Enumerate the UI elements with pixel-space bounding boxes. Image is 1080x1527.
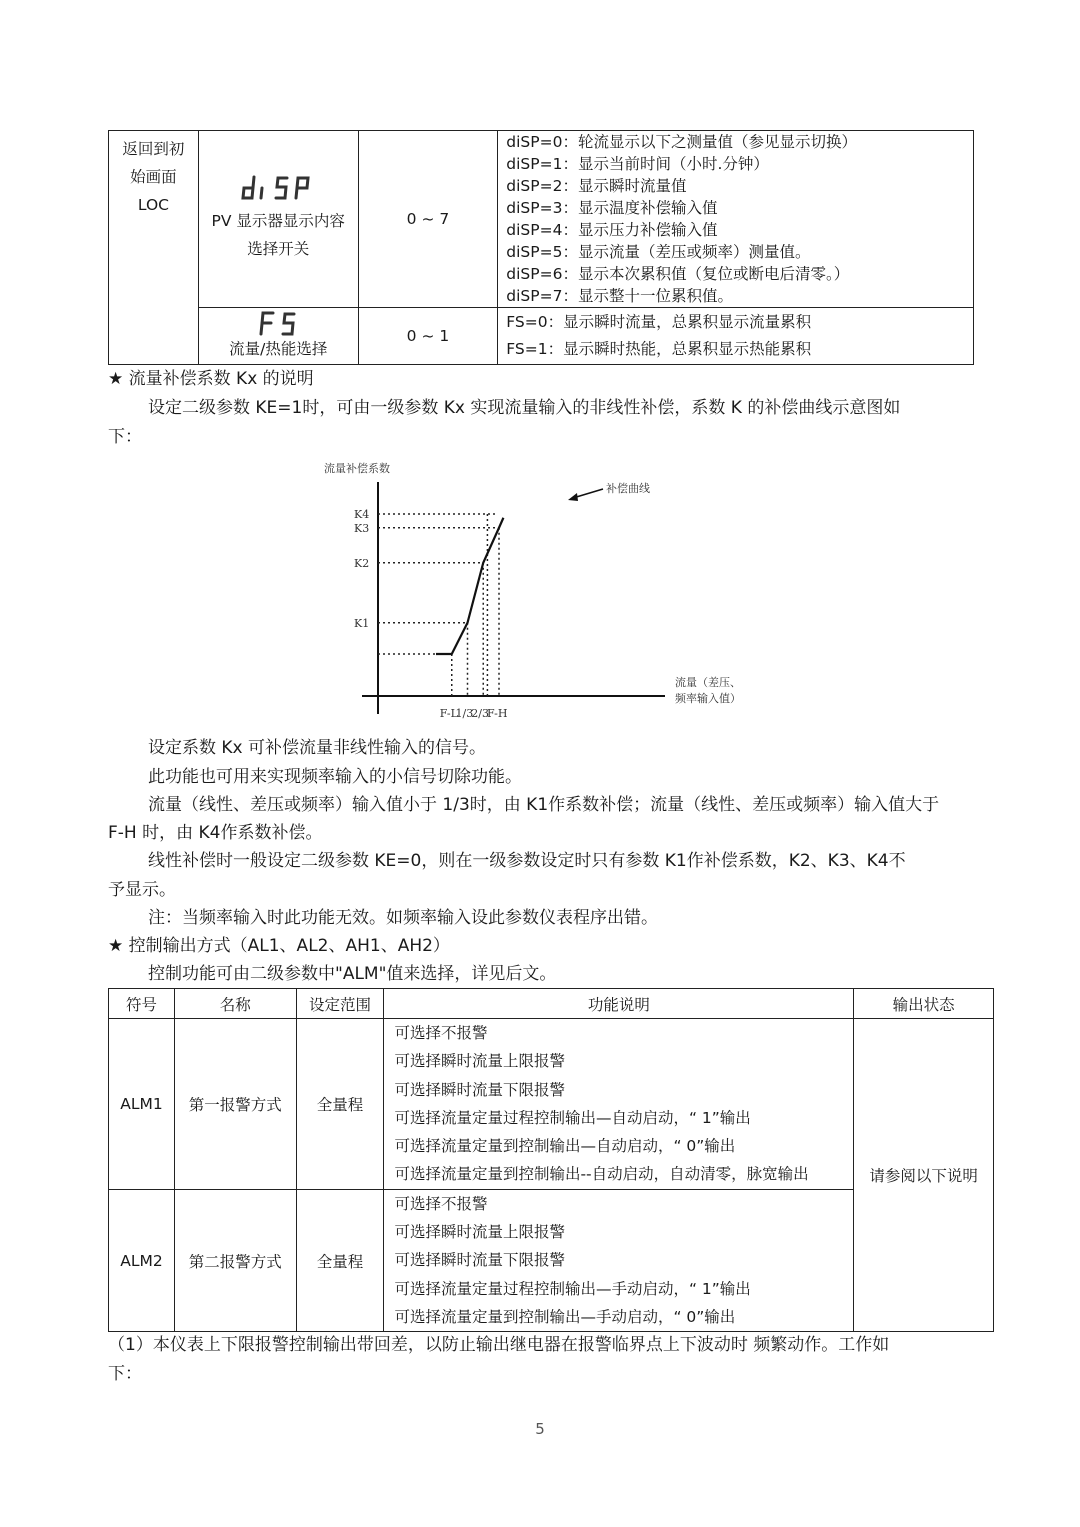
kx-heading: ★ 流量补偿系数 Kx 的说明 xyxy=(108,369,314,389)
body-para: F-H 时，由 K4作系数补偿。 xyxy=(108,823,323,843)
fs-range: 0 ~ 1 xyxy=(358,308,498,365)
return-line-2: 始画面 xyxy=(130,168,177,186)
disp-desc-line: diSP=2：显示瞬时流量值 xyxy=(506,177,687,195)
function-line: 可选择瞬时流量下限报警 xyxy=(394,1080,565,1099)
disp-desc-line: diSP=7：显示整十一位累积值。 xyxy=(506,287,733,305)
return-loc-cell xyxy=(109,131,199,365)
x-axis-label-line-2: 频率输入值） xyxy=(675,692,741,705)
fs-desc-line: FS=1：显示瞬时热能，总累积显示热能累积 xyxy=(506,340,812,358)
header-output: 输出状态 xyxy=(854,989,994,1019)
function-line: 可选择流量定量到控制输出—自动启动，“ 0”输出 xyxy=(394,1137,736,1156)
function-line: 可选择流量定量到控制输出—手动启动，“ 0”输出 xyxy=(394,1307,736,1326)
disp-desc-line: diSP=4：显示压力补偿输入值 xyxy=(506,221,718,239)
compensation-curve-chart xyxy=(320,458,760,730)
header-function: 功能说明 xyxy=(384,989,854,1019)
disp-desc-line: diSP=0：轮流显示以下之测量值（参见显示切换） xyxy=(506,133,857,151)
return-line-3: LOC xyxy=(137,196,169,214)
return-line-1: 返回到初 xyxy=(122,140,185,158)
body-para: 流量（线性、差压或频率）输入值小于 1/3时，由 K1作系数补偿；流量（线性、差压或频率）输入值大于 xyxy=(148,795,940,815)
header-name: 名称 xyxy=(174,989,296,1019)
x-tick-label: F-L xyxy=(439,707,458,720)
x-tick-label: 2/3 xyxy=(471,707,489,720)
body-para: 予显示。 xyxy=(108,880,176,900)
disp-desc-line: diSP=1：显示当前时间（小时.分钟） xyxy=(506,155,769,173)
y-tick-label: K2 xyxy=(354,556,370,570)
disp-name-line-2: 选择开关 xyxy=(247,240,310,258)
fs-desc-cell xyxy=(498,308,974,365)
x-tick-label: F-H xyxy=(487,707,508,720)
function-line: 可选择流量定量过程控制输出—手动启动，“ 1”输出 xyxy=(394,1279,751,1298)
x-tick-label: 1/3 xyxy=(455,707,474,720)
disp-desc-line: diSP=5：显示流量（差压或频率）测量值。 xyxy=(506,243,811,261)
y-tick-label: K3 xyxy=(354,521,370,535)
body-para: 设定系数 Kx 可补偿流量非线性输入的信号。 xyxy=(148,738,487,758)
fs-name: 流量/热能选择 xyxy=(229,340,328,358)
kx-para-line-1: 设定二级参数 KE=1时，可由一级参数 Kx 实现流量输入的非线性补偿，系数 K 的补偿曲线示意图如 xyxy=(148,398,901,418)
disp-name-line-1: PV 显示器显示内容 xyxy=(211,212,345,230)
header-range: 设定范围 xyxy=(296,989,384,1019)
kx-para-line-2: 下： xyxy=(108,427,142,447)
function-line: 可选择流量定量到控制输出--自动启动，自动清零，脉宽输出 xyxy=(394,1165,809,1184)
disp-name-cell xyxy=(198,131,358,308)
function-line: 可选择瞬时流量上限报警 xyxy=(394,1223,565,1242)
x-axis-label-line-1: 流量（差压、 xyxy=(675,676,741,689)
compensation-curve xyxy=(436,518,503,654)
alm1-symbol: ALM1 xyxy=(109,1019,175,1190)
alm2-range: 全量程 xyxy=(296,1189,384,1331)
curve-label-pointer xyxy=(573,489,603,498)
body-para: 此功能也可用来实现频率输入的小信号切除功能。 xyxy=(148,767,522,787)
disp-segment-symbol xyxy=(240,175,316,201)
alm2-name: 第二报警方式 xyxy=(174,1189,296,1331)
y-axis-label: 流量补偿系数 xyxy=(324,462,390,475)
parameter-table xyxy=(108,130,974,365)
output-state: 请参阅以下说明 xyxy=(854,1019,994,1332)
function-line: 可选择不报警 xyxy=(394,1194,488,1213)
function-line: 可选择流量定量过程控制输出—自动启动，“ 1”输出 xyxy=(394,1108,751,1127)
chart-axes xyxy=(362,482,665,714)
curve-label: 补偿曲线 xyxy=(606,482,650,495)
disp-desc-line: diSP=6：显示本次累积值（复位或断电后清零。） xyxy=(506,265,850,283)
y-tick-label: K4 xyxy=(354,508,370,521)
disp-desc-cell xyxy=(498,131,974,308)
alarm-table xyxy=(108,988,994,1332)
curve-label-arrowhead xyxy=(568,493,578,501)
y-tick-label: K1 xyxy=(354,616,370,630)
function-line: 可选择不报警 xyxy=(394,1024,488,1042)
function-line: 可选择瞬时流量上限报警 xyxy=(394,1052,565,1071)
alm2-symbol: ALM2 xyxy=(109,1189,175,1331)
fs-name-cell xyxy=(198,308,358,365)
fs-segment-symbol xyxy=(258,311,298,337)
function-line: 可选择瞬时流量下限报警 xyxy=(394,1251,565,1270)
disp-range: 0 ~ 7 xyxy=(358,131,498,308)
alm1-range: 全量程 xyxy=(296,1019,384,1190)
alm1-name: 第一报警方式 xyxy=(174,1019,296,1190)
alm2-functions xyxy=(384,1189,854,1331)
page-number: 5 xyxy=(535,1420,545,1438)
ctrl-para: 控制功能可由二级参数中"ALM"值来选择，详见后文。 xyxy=(148,964,557,984)
alm1-functions xyxy=(384,1019,854,1190)
footnote-line-2: 下： xyxy=(108,1364,142,1384)
header-symbol: 符号 xyxy=(109,989,175,1019)
body-para: 注：当频率输入时此功能无效。如频率输入设此参数仪表程序出错。 xyxy=(148,908,658,928)
footnote-line-1: （1）本仪表上下限报警控制输出带回差，以防止输出继电器在报警临界点上下波动时 频繁动作。工作如 xyxy=(108,1335,890,1355)
fs-desc-line: FS=0：显示瞬时流量，总累积显示流量累积 xyxy=(506,313,812,331)
body-para: 线性补偿时一般设定二级参数 KE=0，则在一级参数设定时只有参数 K1作补偿系数，K2、K3、K4不 xyxy=(148,851,906,871)
ctrl-heading: ★ 控制输出方式（AL1、AL2、AH1、AH2） xyxy=(108,936,450,956)
disp-desc-line: diSP=3：显示温度补偿输入值 xyxy=(506,199,718,217)
